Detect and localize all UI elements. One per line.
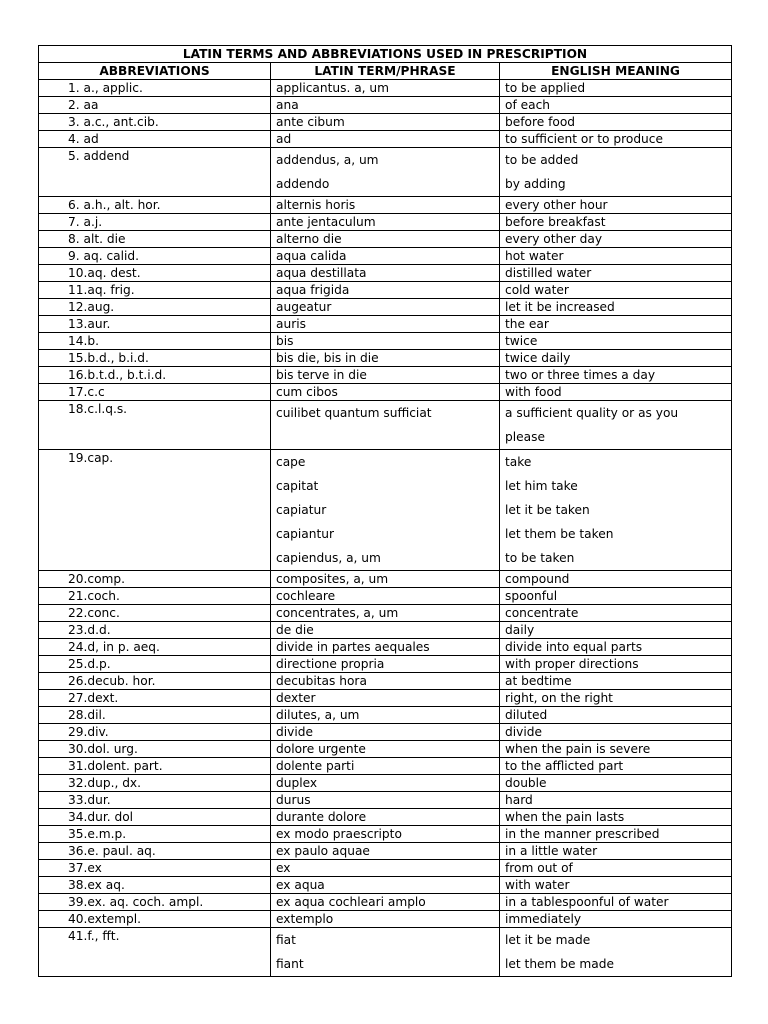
latin-term-line: dolente parti	[276, 759, 355, 773]
latin-term-line: duplex	[276, 776, 318, 790]
abbreviation-cell: 15.b.d., b.i.d.	[39, 350, 271, 367]
latin-term-cell	[271, 148, 500, 197]
latin-term-line: ante cibum	[276, 115, 345, 129]
table-row	[39, 707, 732, 724]
english-meaning-cell	[500, 333, 732, 350]
english-meaning-cell	[500, 622, 732, 639]
abbreviation-cell: 10.aq. dest.	[39, 265, 271, 282]
latin-term-line: alterno die	[276, 232, 342, 246]
latin-term-cell	[271, 197, 500, 214]
english-meaning-line: let it be taken	[505, 503, 590, 517]
table-row	[39, 843, 732, 860]
table-row	[39, 367, 732, 384]
table-title: LATIN TERMS AND ABBREVIATIONS USED IN PRESCRIPTION	[39, 46, 732, 63]
latin-term-line: dolore urgente	[276, 742, 366, 756]
latin-term-line: cuilibet quantum sufficiat	[276, 406, 432, 420]
latin-term-line: capiendus, a, um	[276, 551, 381, 565]
latin-term-line: addendus, a, um	[276, 153, 379, 167]
header-abbreviations: ABBREVIATIONS	[39, 63, 271, 80]
latin-term-cell	[271, 622, 500, 639]
abbreviation-cell: 35.e.m.p.	[39, 826, 271, 843]
latin-term-cell	[271, 131, 500, 148]
latin-term-line: ex paulo aquae	[276, 844, 370, 858]
english-meaning-cell	[500, 214, 732, 231]
english-meaning-cell	[500, 690, 732, 707]
latin-term-cell	[271, 282, 500, 299]
latin-term-line: ex aqua	[276, 878, 325, 892]
latin-term-cell	[271, 248, 500, 265]
abbreviation-cell: 14.b.	[39, 333, 271, 350]
latin-term-line: divide in partes aequales	[276, 640, 430, 654]
english-meaning-cell	[500, 350, 732, 367]
english-meaning-line: let it be increased	[505, 300, 615, 314]
english-meaning-line: distilled water	[505, 266, 592, 280]
latin-term-cell	[271, 911, 500, 928]
english-meaning-cell	[500, 792, 732, 809]
english-meaning-line: cold water	[505, 283, 569, 297]
english-meaning-line: to the afflicted part	[505, 759, 624, 773]
abbreviation-cell: 12.aug.	[39, 299, 271, 316]
english-meaning-line: hot water	[505, 249, 564, 263]
table-row	[39, 724, 732, 741]
abbreviation-cell: 8. alt. die	[39, 231, 271, 248]
latin-term-cell	[271, 350, 500, 367]
latin-term-line: extemplo	[276, 912, 334, 926]
english-meaning-cell	[500, 860, 732, 877]
latin-term-cell	[271, 775, 500, 792]
english-meaning-line: a sufficient quality or as you	[505, 406, 679, 420]
english-meaning-line: when the pain is severe	[505, 742, 651, 756]
latin-term-line: aqua destillata	[276, 266, 367, 280]
latin-term-cell	[271, 860, 500, 877]
english-meaning-line: let them be taken	[505, 527, 614, 541]
latin-term-cell	[271, 384, 500, 401]
english-meaning-line: before food	[505, 115, 576, 129]
english-meaning-line: please	[505, 430, 545, 444]
latin-term-cell	[271, 401, 500, 450]
latin-term-line: ex	[276, 861, 291, 875]
latin-term-cell	[271, 367, 500, 384]
abbreviation-cell: 34.dur. dol	[39, 809, 271, 826]
english-meaning-line: divide into equal parts	[505, 640, 643, 654]
latin-term-cell	[271, 571, 500, 588]
latin-term-cell	[271, 707, 500, 724]
english-meaning-line: hard	[505, 793, 533, 807]
abbreviation-cell: 17.c.c	[39, 384, 271, 401]
table-row	[39, 148, 732, 197]
abbreviation-cell: 13.aur.	[39, 316, 271, 333]
latin-term-line: ad	[276, 132, 292, 146]
latin-term-line: capitat	[276, 479, 319, 493]
latin-term-cell	[271, 826, 500, 843]
latin-term-line: capiatur	[276, 503, 327, 517]
english-meaning-cell	[500, 826, 732, 843]
table-body	[39, 80, 732, 977]
table-row	[39, 690, 732, 707]
english-meaning-cell	[500, 673, 732, 690]
english-meaning-line: two or three times a day	[505, 368, 656, 382]
latin-term-cell	[271, 894, 500, 911]
abbreviation-cell: 41.f., fft.	[39, 928, 271, 977]
table-row	[39, 928, 732, 977]
abbreviation-cell: 5. addend	[39, 148, 271, 197]
english-meaning-cell	[500, 911, 732, 928]
abbreviation-cell: 20.comp.	[39, 571, 271, 588]
abbreviation-cell: 9. aq. calid.	[39, 248, 271, 265]
table-row	[39, 758, 732, 775]
english-meaning-cell	[500, 148, 732, 197]
header-english-meaning: ENGLISH MEANING	[500, 63, 732, 80]
english-meaning-line: before breakfast	[505, 215, 606, 229]
english-meaning-line: in a tablespoonful of water	[505, 895, 669, 909]
english-meaning-line: by adding	[505, 177, 566, 191]
latin-term-cell	[271, 588, 500, 605]
table-row	[39, 571, 732, 588]
abbreviation-cell: 28.dil.	[39, 707, 271, 724]
english-meaning-line: let it be made	[505, 933, 591, 947]
latin-term-cell	[271, 673, 500, 690]
english-meaning-line: at bedtime	[505, 674, 572, 688]
latin-term-line: ana	[276, 98, 299, 112]
latin-term-line: alternis horis	[276, 198, 356, 212]
english-meaning-line: spoonful	[505, 589, 558, 603]
table-row	[39, 131, 732, 148]
table-row	[39, 248, 732, 265]
abbreviation-cell: 31.dolent. part.	[39, 758, 271, 775]
latin-term-line: dilutes, a, um	[276, 708, 360, 722]
english-meaning-line: with proper directions	[505, 657, 639, 671]
latin-term-line: bis die, bis in die	[276, 351, 379, 365]
english-meaning-line: double	[505, 776, 547, 790]
table-row	[39, 80, 732, 97]
abbreviation-cell: 39.ex. aq. coch. ampl.	[39, 894, 271, 911]
english-meaning-cell	[500, 605, 732, 622]
latin-term-line: fiat	[276, 933, 296, 947]
abbreviation-cell: 18.c.l.q.s.	[39, 401, 271, 450]
table-row	[39, 656, 732, 673]
table-row	[39, 282, 732, 299]
abbreviation-cell: 19.cap.	[39, 450, 271, 571]
latin-term-line: cum cibos	[276, 385, 338, 399]
english-meaning-cell	[500, 265, 732, 282]
english-meaning-line: take	[505, 455, 532, 469]
abbreviation-cell: 33.dur.	[39, 792, 271, 809]
english-meaning-cell	[500, 843, 732, 860]
english-meaning-cell	[500, 401, 732, 450]
english-meaning-cell	[500, 316, 732, 333]
table-row	[39, 316, 732, 333]
latin-term-line: ex modo praescripto	[276, 827, 402, 841]
latin-term-cell	[271, 724, 500, 741]
english-meaning-line: diluted	[505, 708, 548, 722]
english-meaning-line: immediately	[505, 912, 582, 926]
table-row	[39, 775, 732, 792]
english-meaning-cell	[500, 894, 732, 911]
english-meaning-line: when the pain lasts	[505, 810, 625, 824]
english-meaning-line: twice daily	[505, 351, 571, 365]
abbreviation-cell: 3. a.c., ant.cib.	[39, 114, 271, 131]
table-row	[39, 333, 732, 350]
table-row	[39, 673, 732, 690]
english-meaning-line: of each	[505, 98, 551, 112]
table-row	[39, 97, 732, 114]
english-meaning-cell	[500, 724, 732, 741]
latin-term-line: cape	[276, 455, 306, 469]
english-meaning-cell	[500, 775, 732, 792]
english-meaning-line: from out of	[505, 861, 573, 875]
table-row	[39, 214, 732, 231]
latin-term-line: addendo	[276, 177, 330, 191]
latin-term-line: auris	[276, 317, 306, 331]
table-row	[39, 588, 732, 605]
table-row	[39, 826, 732, 843]
english-meaning-cell	[500, 758, 732, 775]
latin-term-cell	[271, 928, 500, 977]
latin-term-cell	[271, 299, 500, 316]
english-meaning-cell	[500, 450, 732, 571]
latin-term-line: bis terve in die	[276, 368, 367, 382]
table-row	[39, 401, 732, 450]
latin-term-cell	[271, 792, 500, 809]
table-row	[39, 605, 732, 622]
latin-term-cell	[271, 80, 500, 97]
latin-term-cell	[271, 316, 500, 333]
english-meaning-cell	[500, 97, 732, 114]
abbreviation-cell: 22.conc.	[39, 605, 271, 622]
abbreviation-cell: 4. ad	[39, 131, 271, 148]
abbreviation-cell: 6. a.h., alt. hor.	[39, 197, 271, 214]
latin-term-cell	[271, 690, 500, 707]
abbreviation-cell: 25.d.p.	[39, 656, 271, 673]
table-row	[39, 622, 732, 639]
table-row	[39, 792, 732, 809]
english-meaning-line: let them be made	[505, 957, 614, 971]
english-meaning-line: daily	[505, 623, 535, 637]
english-meaning-cell	[500, 282, 732, 299]
english-meaning-cell	[500, 299, 732, 316]
english-meaning-line: every other day	[505, 232, 603, 246]
english-meaning-cell	[500, 741, 732, 758]
abbreviation-cell: 26.decub. hor.	[39, 673, 271, 690]
abbreviation-cell: 1. a., applic.	[39, 80, 271, 97]
english-meaning-cell	[500, 231, 732, 248]
abbreviation-cell: 16.b.t.d., b.t.i.d.	[39, 367, 271, 384]
abbreviation-cell: 37.ex	[39, 860, 271, 877]
english-meaning-cell	[500, 928, 732, 977]
latin-term-line: aqua calida	[276, 249, 347, 263]
latin-term-cell	[271, 605, 500, 622]
english-meaning-line: twice	[505, 334, 538, 348]
table-row	[39, 265, 732, 282]
english-meaning-cell	[500, 197, 732, 214]
english-meaning-cell	[500, 639, 732, 656]
english-meaning-line: to be applied	[505, 81, 586, 95]
latin-term-cell	[271, 114, 500, 131]
latin-term-line: divide	[276, 725, 313, 739]
latin-term-line: cochleare	[276, 589, 336, 603]
abbreviation-cell: 21.coch.	[39, 588, 271, 605]
latin-term-line: applicantus. a, um	[276, 81, 390, 95]
english-meaning-line: compound	[505, 572, 570, 586]
english-meaning-cell	[500, 367, 732, 384]
english-meaning-line: to be added	[505, 153, 579, 167]
abbreviation-cell: 7. a.j.	[39, 214, 271, 231]
table-row	[39, 911, 732, 928]
english-meaning-line: to sufficient or to produce	[505, 132, 663, 146]
latin-term-cell	[271, 214, 500, 231]
latin-term-line: fiant	[276, 957, 304, 971]
latin-term-cell	[271, 97, 500, 114]
abbreviation-cell: 38.ex aq.	[39, 877, 271, 894]
latin-term-line: capiantur	[276, 527, 334, 541]
english-meaning-line: divide	[505, 725, 542, 739]
english-meaning-line: the ear	[505, 317, 549, 331]
latin-term-line: aqua frigida	[276, 283, 350, 297]
english-meaning-line: let him take	[505, 479, 578, 493]
english-meaning-line: to be taken	[505, 551, 575, 565]
abbreviation-cell: 30.dol. urg.	[39, 741, 271, 758]
english-meaning-cell	[500, 384, 732, 401]
latin-term-cell	[271, 265, 500, 282]
english-meaning-cell	[500, 571, 732, 588]
english-meaning-line: in the manner prescribed	[505, 827, 660, 841]
abbreviation-cell: 40.extempl.	[39, 911, 271, 928]
table-row	[39, 197, 732, 214]
latin-term-line: directione propria	[276, 657, 385, 671]
latin-term-cell	[271, 843, 500, 860]
english-meaning-cell	[500, 131, 732, 148]
latin-term-cell	[271, 877, 500, 894]
english-meaning-cell	[500, 877, 732, 894]
abbreviation-cell: 36.e. paul. aq.	[39, 843, 271, 860]
table-row	[39, 809, 732, 826]
latin-term-line: ante jentaculum	[276, 215, 376, 229]
english-meaning-cell	[500, 707, 732, 724]
header-latin-term: LATIN TERM/PHRASE	[271, 63, 500, 80]
latin-term-line: durus	[276, 793, 311, 807]
latin-term-line: augeatur	[276, 300, 332, 314]
table-row	[39, 299, 732, 316]
english-meaning-cell	[500, 114, 732, 131]
abbreviation-cell: 29.div.	[39, 724, 271, 741]
latin-term-cell	[271, 333, 500, 350]
english-meaning-cell	[500, 248, 732, 265]
english-meaning-cell	[500, 80, 732, 97]
latin-term-cell	[271, 741, 500, 758]
latin-term-line: composites, a, um	[276, 572, 389, 586]
latin-term-cell	[271, 656, 500, 673]
abbreviation-cell: 2. aa	[39, 97, 271, 114]
table-row	[39, 114, 732, 131]
english-meaning-line: concentrate	[505, 606, 579, 620]
latin-term-line: concentrates, a, um	[276, 606, 399, 620]
table-row	[39, 894, 732, 911]
latin-term-line: dexter	[276, 691, 316, 705]
abbreviation-cell: 24.d, in p. aeq.	[39, 639, 271, 656]
english-meaning-line: with water	[505, 878, 570, 892]
english-meaning-cell	[500, 809, 732, 826]
table-row	[39, 639, 732, 656]
english-meaning-line: with food	[505, 385, 562, 399]
latin-term-cell	[271, 758, 500, 775]
table-row	[39, 741, 732, 758]
latin-term-cell	[271, 231, 500, 248]
abbreviation-cell: 27.dext.	[39, 690, 271, 707]
latin-term-line: durante dolore	[276, 810, 367, 824]
english-meaning-line: right, on the right	[505, 691, 613, 705]
table-row	[39, 350, 732, 367]
prescription-terms-table	[38, 45, 732, 977]
english-meaning-cell	[500, 656, 732, 673]
table-row	[39, 231, 732, 248]
abbreviation-cell: 23.d.d.	[39, 622, 271, 639]
abbreviation-cell: 11.aq. frig.	[39, 282, 271, 299]
table-row	[39, 860, 732, 877]
latin-term-line: decubitas hora	[276, 674, 367, 688]
latin-term-line: de die	[276, 623, 314, 637]
table-row	[39, 877, 732, 894]
english-meaning-line: in a little water	[505, 844, 598, 858]
latin-term-cell	[271, 450, 500, 571]
table-row	[39, 384, 732, 401]
table-row	[39, 450, 732, 571]
english-meaning-line: every other hour	[505, 198, 608, 212]
latin-term-cell	[271, 809, 500, 826]
abbreviation-cell: 32.dup., dx.	[39, 775, 271, 792]
latin-term-cell	[271, 639, 500, 656]
latin-term-line: bis	[276, 334, 294, 348]
english-meaning-cell	[500, 588, 732, 605]
latin-term-line: ex aqua cochleari amplo	[276, 895, 426, 909]
